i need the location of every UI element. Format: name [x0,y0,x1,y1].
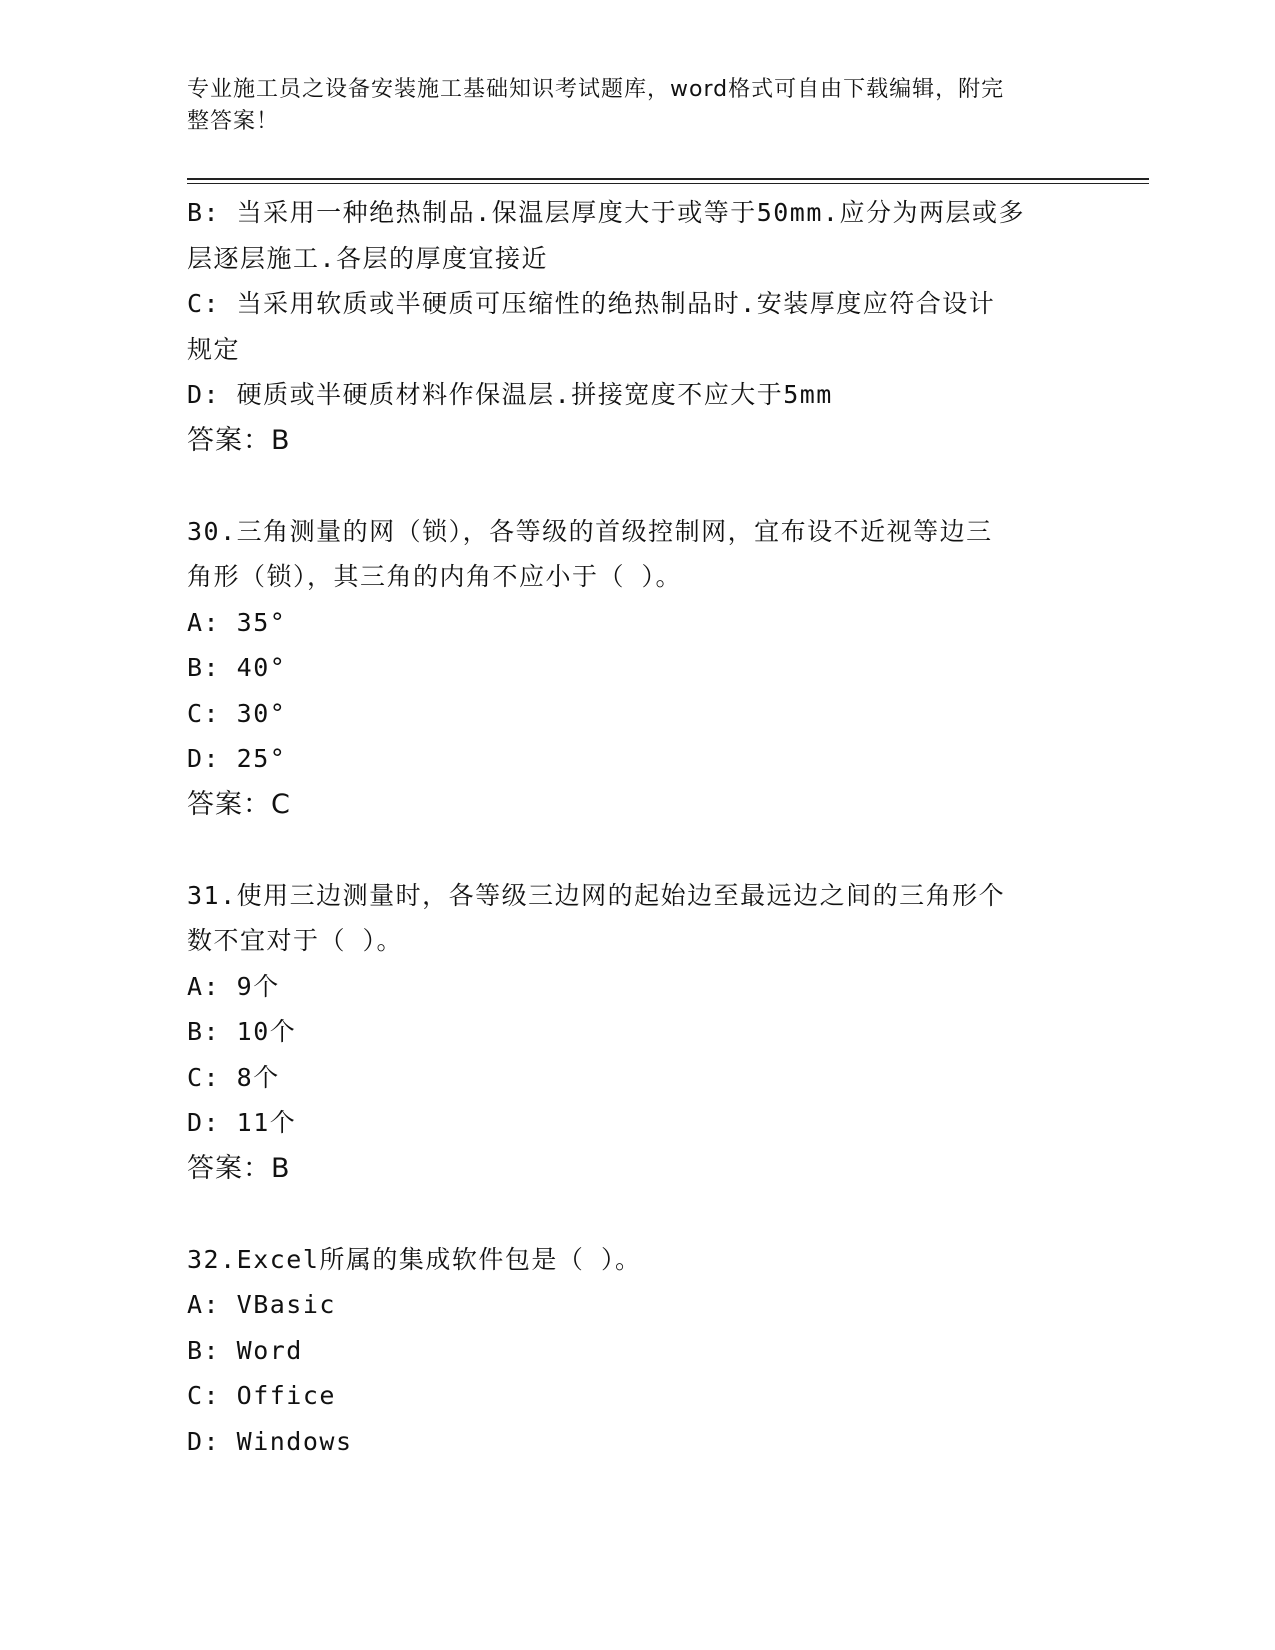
question-stem-line-1: 30.三角测量的网（锁），各等级的首级控制网，宜布设不近视等边三 [187,516,993,546]
spacer [187,463,1087,509]
question-stem-line-1: 31.使用三边测量时，各等级三边网的起始边至最远边之间的三角形个 [187,880,1006,910]
option-b-line-1: B: 当采用一种绝热制品.保温层厚度大于或等于50mm.应分为两层或多 [187,198,1025,227]
question-32 [187,1237,1087,1465]
spacer [187,1191,1087,1237]
option-c: C: 8个 [187,1062,280,1092]
option-b: B: 10个 [187,1017,297,1046]
question-stem-line-1: 32.Excel所属的集成软件包是（ ）。 [187,1244,642,1274]
question-content [187,190,1087,1464]
answer-line: 答案：B [187,1152,291,1184]
option-d: D: 25° [187,744,287,773]
header-line-1: 专业施工员之设备安装施工基础知识考试题库，word格式可自由下载编辑，附完 [187,77,1005,102]
header-divider-thin [187,183,1149,184]
option-c: C: 30° [187,698,287,728]
header-divider-thick [187,178,1149,180]
answer-line: 答案：C [187,788,291,820]
option-d: D: 11个 [187,1108,297,1137]
option-d: D: Windows [187,1426,353,1456]
document-header [187,74,1067,138]
option-a: A: 9个 [187,971,280,1001]
question-29-tail [187,190,1087,463]
answer-line: 答案：B [187,424,291,456]
option-c-line-2: 规定 [187,334,241,364]
option-b: B: Word [187,1335,303,1365]
question-stem-line-2: 角形（锁），其三角的内角不应小于（ ）。 [187,562,683,591]
question-stem-line-2: 数不宜对于（ ）。 [187,926,404,955]
option-a: A: VBasic [187,1290,336,1319]
option-c: C: Office [187,1381,336,1410]
option-b: B: 40° [187,653,287,682]
option-a: A: 35° [187,607,287,637]
question-31 [187,873,1087,1192]
option-b-line-2: 层逐层施工.各层的厚度宜接近 [187,243,549,273]
spacer [187,827,1087,873]
option-d: D: 硬质或半硬质材料作保温层.拼接宽度不应大于5mm [187,380,833,409]
header-line-2: 整答案！ [187,109,280,134]
option-c-line-1: C: 当采用软质或半硬质可压缩性的绝热制品时.安装厚度应符合设计 [187,289,996,318]
question-30 [187,509,1087,828]
